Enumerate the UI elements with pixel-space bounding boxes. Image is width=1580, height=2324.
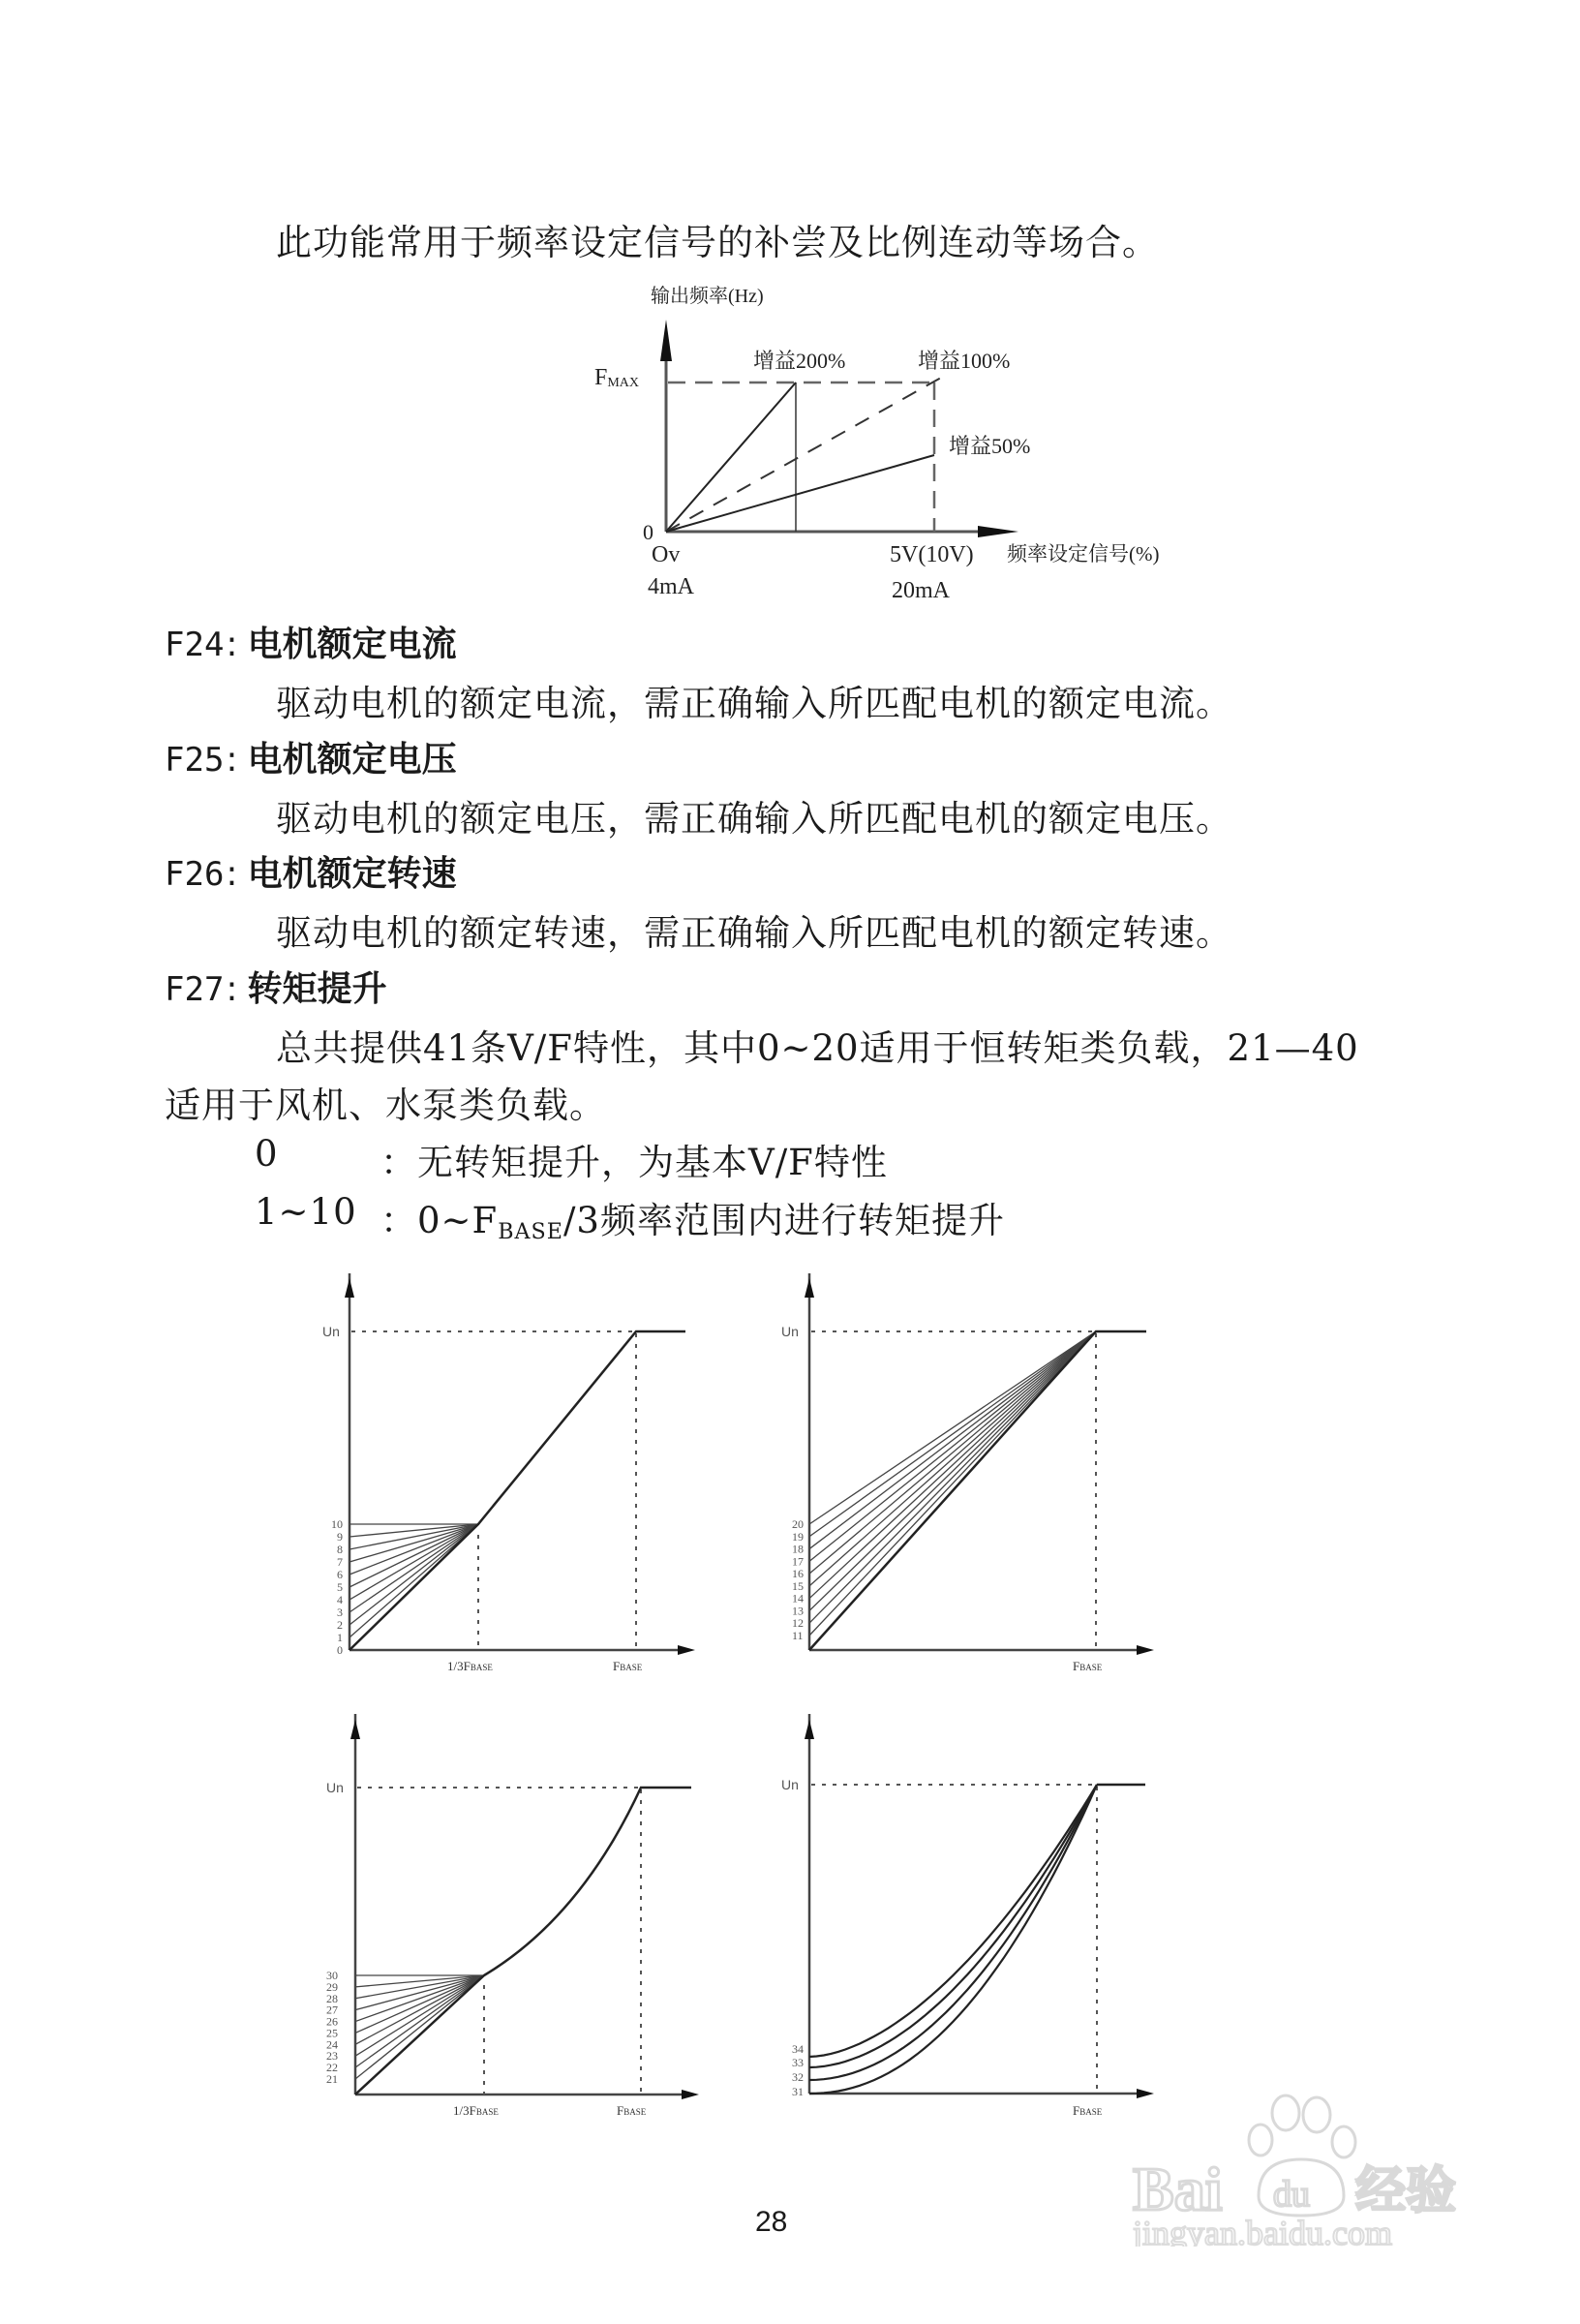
svg-text:FMAX — [594, 365, 639, 390]
fbase-label: F — [1073, 2103, 1080, 2118]
gain-chart — [571, 276, 1200, 615]
fbase-sub: BASE — [1079, 1663, 1103, 1672]
svg-text:9: 9 — [337, 1530, 343, 1544]
x-axis-label: 频率设定信号(%) — [1007, 542, 1160, 566]
option-desc-0: ：无转矩提升，为基本V/F特性 — [380, 1142, 888, 1183]
page-number: 28 — [755, 2206, 788, 2238]
svg-text:29: 29 — [326, 1979, 338, 1994]
svg-text:30: 30 — [326, 1969, 338, 1982]
param-code: F25 — [165, 741, 225, 780]
svg-text:1/3FBASE — [453, 2103, 499, 2118]
svg-text:20: 20 — [792, 1517, 804, 1531]
section-heading-f24 — [165, 617, 457, 666]
svg-text:11: 11 — [792, 1629, 804, 1642]
watermark-brand: Bai — [1133, 2155, 1223, 2223]
section-body-f27-line2: 适用于风机、水泵类负载。 — [165, 1085, 606, 1126]
un-label: Un — [322, 1324, 340, 1339]
section-body-f24: 驱动电机的额定电流，需正确输入所匹配电机的额定电流。 — [276, 683, 1232, 724]
svg-text:31: 31 — [792, 2085, 804, 2098]
x-start-current-label: 4mA — [648, 574, 694, 599]
gain-50-line — [666, 455, 934, 532]
param-code: F27 — [165, 970, 225, 1009]
svg-text:2: 2 — [337, 1618, 343, 1632]
section-title: 电机额定电压 — [247, 740, 457, 780]
colon: : — [226, 740, 238, 780]
x-end-current-label: 20mA — [892, 578, 950, 603]
svg-text:7: 7 — [337, 1555, 343, 1569]
option-value-0: 0 — [255, 1133, 279, 1175]
watermark-url: jingyan.baidu.com — [1133, 2214, 1392, 2247]
fbase-sub: BASE — [1079, 2107, 1103, 2117]
desc-sub: BASE — [498, 1219, 563, 1244]
svg-text:6: 6 — [337, 1568, 343, 1581]
un-label: Un — [781, 1777, 799, 1792]
fbase-sub: BASE — [623, 2107, 647, 2117]
desc-post: /3频率范围内进行转矩提升 — [562, 1200, 1005, 1241]
svg-text:5: 5 — [337, 1580, 343, 1594]
param-code: F24 — [165, 626, 225, 664]
origin-label: 0 — [643, 520, 653, 544]
svg-text:34: 34 — [792, 2042, 804, 2056]
svg-text:17: 17 — [792, 1554, 804, 1569]
vf-chart-11-20 — [781, 1273, 1154, 1673]
baidu-watermark — [1113, 2092, 1481, 2247]
fbase-sub: BASE — [475, 2107, 499, 2117]
third-fbase-label: 1/3F — [447, 1659, 471, 1673]
y-axis-arrow-icon — [660, 320, 672, 361]
fbase-sub: BASE — [470, 1663, 493, 1672]
colon: : — [226, 969, 238, 1009]
section-body-f26: 驱动电机的额定转速，需正确输入所匹配电机的额定转速。 — [276, 912, 1232, 954]
svg-text:25: 25 — [326, 2026, 338, 2040]
svg-text:1: 1 — [337, 1631, 343, 1644]
vf-chart-0-10 — [322, 1273, 695, 1673]
fbase-sub: BASE — [620, 1663, 643, 1672]
gain-200-line — [666, 382, 796, 532]
gain-200-label: 增益200% — [753, 349, 846, 373]
svg-text:32: 32 — [792, 2070, 804, 2084]
svg-text:28: 28 — [326, 1991, 338, 2005]
svg-text:FBASE — [613, 1659, 643, 1673]
svg-text:FBASE — [1073, 2103, 1103, 2118]
intro-line: 此功能常用于频率设定信号的补尝及比例连动等场合。 — [276, 222, 1159, 263]
watermark-jingyan: 经验 — [1355, 2164, 1457, 2219]
svg-text:10: 10 — [331, 1517, 343, 1531]
colon: : — [226, 854, 238, 894]
section-title: 转矩提升 — [247, 969, 387, 1009]
option-value-1: 1~10 — [255, 1191, 357, 1233]
vf-charts — [290, 1249, 1181, 2140]
section-heading-f25 — [165, 732, 457, 781]
section-heading-f26 — [165, 846, 457, 896]
fbase-label: F — [1073, 1659, 1080, 1673]
fbase-label: F — [617, 2103, 624, 2118]
x-start-label: Ov — [652, 542, 681, 567]
svg-text:23: 23 — [326, 2049, 338, 2064]
x-axis-arrow-icon — [978, 526, 1018, 537]
gain-100-label: 增益100% — [918, 349, 1011, 373]
svg-text:15: 15 — [792, 1578, 804, 1593]
svg-text:12: 12 — [792, 1616, 804, 1631]
watermark-du: du — [1273, 2174, 1310, 2215]
x-end-label: 5V(10V) — [890, 542, 974, 567]
section-body-f25: 驱动电机的额定电压，需正确输入所匹配电机的额定电压。 — [276, 798, 1232, 840]
un-label: Un — [326, 1780, 344, 1795]
svg-text:18: 18 — [792, 1542, 804, 1556]
desc-pre: ：0~F — [380, 1200, 499, 1241]
fbase-label: F — [613, 1659, 621, 1673]
y-axis-label: 输出频率(Hz) — [651, 286, 764, 307]
param-code: F26 — [165, 855, 225, 894]
un-label: Un — [781, 1324, 799, 1339]
svg-text:14: 14 — [792, 1591, 804, 1605]
svg-text:22: 22 — [326, 2061, 338, 2075]
svg-text:27: 27 — [326, 2003, 338, 2017]
svg-text:4: 4 — [337, 1593, 343, 1606]
svg-text:16: 16 — [792, 1567, 804, 1581]
fmax-label: F — [594, 365, 608, 390]
colon: : — [226, 625, 238, 664]
section-heading-f27 — [165, 962, 387, 1011]
gain-100-line — [666, 378, 941, 532]
gain-50-label: 增益50% — [949, 434, 1031, 458]
svg-text:0: 0 — [337, 1643, 343, 1657]
section-body-f27-line1: 总共提供41条V/F特性，其中0~20适用于恒转矩类负载，21—40 — [276, 1027, 1359, 1069]
svg-text:21: 21 — [326, 2072, 338, 2086]
svg-text:8: 8 — [337, 1543, 343, 1556]
vf-chart-31-34 — [781, 1714, 1154, 2118]
fmax-sub: MAX — [607, 376, 640, 390]
section-title: 电机额定电流 — [247, 625, 457, 664]
svg-text:FBASE — [617, 2103, 647, 2118]
option-desc-1 — [380, 1191, 1005, 1244]
third-fbase-label: 1/3F — [453, 2103, 476, 2118]
svg-text:13: 13 — [792, 1604, 804, 1618]
vf-chart-21-30 — [326, 1714, 699, 2118]
section-title: 电机额定转速 — [247, 854, 457, 894]
svg-text:3: 3 — [337, 1605, 343, 1619]
svg-text:33: 33 — [792, 2056, 804, 2069]
svg-text:24: 24 — [326, 2037, 338, 2052]
svg-text:19: 19 — [792, 1529, 804, 1544]
svg-text:26: 26 — [326, 2014, 338, 2029]
svg-text:1/3FBASE — [447, 1659, 493, 1673]
svg-text:FBASE — [1073, 1659, 1103, 1673]
